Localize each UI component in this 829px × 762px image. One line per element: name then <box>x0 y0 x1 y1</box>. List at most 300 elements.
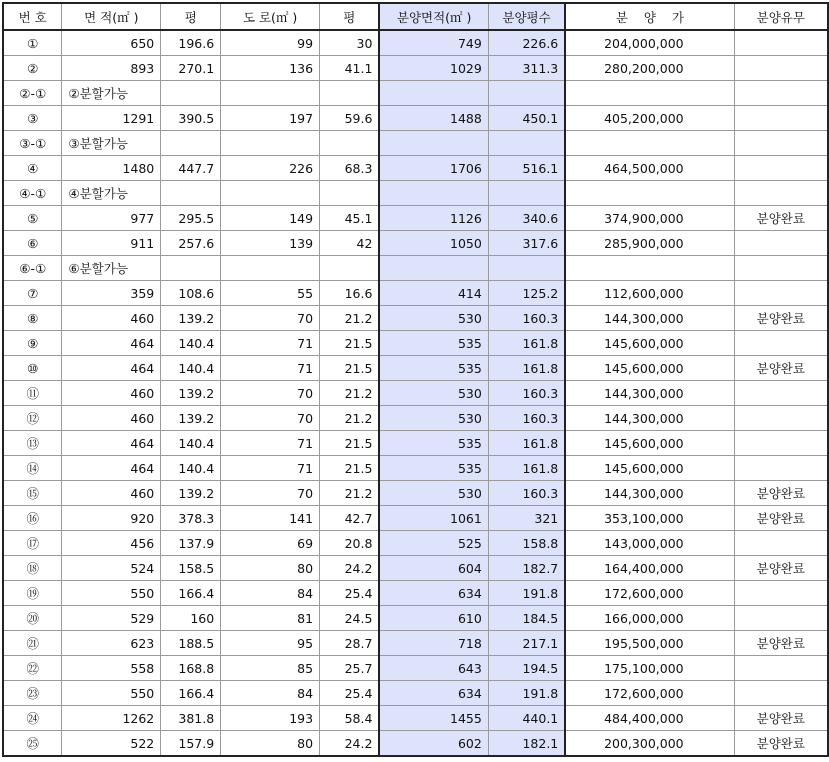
sale-pyeong: 158.8 <box>488 531 565 556</box>
sale-pyeong: 311.3 <box>488 56 565 81</box>
road-pyeong: 21.5 <box>320 431 380 456</box>
empty-cell <box>488 256 565 281</box>
sale-price: 144,300,000 <box>565 481 734 506</box>
sale-price: 144,300,000 <box>565 406 734 431</box>
sale-price: 144,300,000 <box>565 306 734 331</box>
sale-price: 144,300,000 <box>565 381 734 406</box>
empty-cell <box>320 256 380 281</box>
lot-number: ㉕ <box>3 731 62 757</box>
table-row <box>3 656 828 681</box>
area-sqm: 558 <box>62 656 161 681</box>
lot-number: ⑧ <box>3 306 62 331</box>
area-sqm: 1291 <box>62 106 161 131</box>
area-sqm: 650 <box>62 30 161 56</box>
sale-status <box>734 681 828 706</box>
area-sqm: 911 <box>62 231 161 256</box>
sale-status <box>734 581 828 606</box>
empty-cell <box>320 131 380 156</box>
area-sqm: 464 <box>62 456 161 481</box>
sale-price: 145,600,000 <box>565 356 734 381</box>
table-row <box>3 456 828 481</box>
road-sqm: 136 <box>221 56 320 81</box>
road-pyeong: 59.6 <box>320 106 380 131</box>
lot-number: ⑪ <box>3 381 62 406</box>
table-row <box>3 556 828 581</box>
table-row <box>3 381 828 406</box>
sale-area-sqm: 1061 <box>379 506 488 531</box>
lot-number: ⑰ <box>3 531 62 556</box>
sale-area-sqm: 1455 <box>379 706 488 731</box>
table-row <box>3 481 828 506</box>
sale-pyeong: 161.8 <box>488 431 565 456</box>
sale-status: 분양완료 <box>734 481 828 506</box>
area-pyeong: 257.6 <box>161 231 221 256</box>
area-pyeong: 270.1 <box>161 56 221 81</box>
area-pyeong: 140.4 <box>161 456 221 481</box>
road-sqm: 69 <box>221 531 320 556</box>
sale-price: 200,300,000 <box>565 731 734 757</box>
empty-cell <box>734 181 828 206</box>
road-pyeong: 42 <box>320 231 380 256</box>
area-pyeong: 168.8 <box>161 656 221 681</box>
table-body <box>3 30 828 756</box>
table-row <box>3 81 828 106</box>
road-pyeong: 45.1 <box>320 206 380 231</box>
table-row <box>3 30 828 56</box>
sale-pyeong: 191.8 <box>488 681 565 706</box>
area-sqm: 522 <box>62 731 161 757</box>
road-sqm: 84 <box>221 681 320 706</box>
area-sqm: 920 <box>62 506 161 531</box>
road-pyeong: 25.7 <box>320 656 380 681</box>
table-row <box>3 306 828 331</box>
empty-cell <box>320 81 380 106</box>
empty-cell <box>379 131 488 156</box>
sale-status <box>734 381 828 406</box>
split-note: ⑥분할가능 <box>62 256 161 281</box>
sale-area-sqm: 525 <box>379 531 488 556</box>
sale-area-sqm: 535 <box>379 331 488 356</box>
road-sqm: 81 <box>221 606 320 631</box>
area-sqm: 460 <box>62 306 161 331</box>
area-pyeong: 188.5 <box>161 631 221 656</box>
sale-area-sqm: 604 <box>379 556 488 581</box>
empty-cell <box>734 131 828 156</box>
sale-area-sqm: 530 <box>379 481 488 506</box>
sale-area-sqm: 530 <box>379 306 488 331</box>
road-pyeong: 20.8 <box>320 531 380 556</box>
area-pyeong: 140.4 <box>161 431 221 456</box>
lot-number: ⑨ <box>3 331 62 356</box>
lot-number: ③-① <box>3 131 62 156</box>
sale-pyeong: 160.3 <box>488 306 565 331</box>
sale-area-sqm: 1126 <box>379 206 488 231</box>
empty-cell <box>565 131 734 156</box>
sale-status <box>734 30 828 56</box>
sale-area-sqm: 530 <box>379 381 488 406</box>
table-row <box>3 681 828 706</box>
sale-pyeong: 182.1 <box>488 731 565 757</box>
area-sqm: 460 <box>62 481 161 506</box>
sale-price: 112,600,000 <box>565 281 734 306</box>
lot-number: ㉓ <box>3 681 62 706</box>
road-sqm: 71 <box>221 356 320 381</box>
road-sqm: 95 <box>221 631 320 656</box>
area-pyeong: 381.8 <box>161 706 221 731</box>
lot-number: ⑦ <box>3 281 62 306</box>
sale-area-sqm: 610 <box>379 606 488 631</box>
area-pyeong: 140.4 <box>161 356 221 381</box>
table-row <box>3 256 828 281</box>
sale-status <box>734 156 828 181</box>
sale-pyeong: 340.6 <box>488 206 565 231</box>
sale-pyeong: 191.8 <box>488 581 565 606</box>
road-sqm: 70 <box>221 406 320 431</box>
area-sqm: 977 <box>62 206 161 231</box>
road-pyeong: 21.2 <box>320 406 380 431</box>
sale-status <box>734 606 828 631</box>
sale-status <box>734 56 828 81</box>
area-sqm: 464 <box>62 331 161 356</box>
empty-cell <box>161 81 221 106</box>
sale-pyeong: 160.3 <box>488 406 565 431</box>
area-pyeong: 166.4 <box>161 581 221 606</box>
empty-cell <box>565 181 734 206</box>
split-note: ③분할가능 <box>62 131 161 156</box>
lot-number: ②-① <box>3 81 62 106</box>
empty-cell <box>221 256 320 281</box>
sale-price: 195,500,000 <box>565 631 734 656</box>
empty-cell <box>221 81 320 106</box>
area-sqm: 464 <box>62 431 161 456</box>
road-pyeong: 42.7 <box>320 506 380 531</box>
sale-area-sqm: 414 <box>379 281 488 306</box>
empty-cell <box>488 181 565 206</box>
table-row <box>3 281 828 306</box>
lot-number: ⑯ <box>3 506 62 531</box>
sale-status: 분양완료 <box>734 706 828 731</box>
sale-area-sqm: 1050 <box>379 231 488 256</box>
road-sqm: 80 <box>221 556 320 581</box>
area-pyeong: 447.7 <box>161 156 221 181</box>
area-pyeong: 378.3 <box>161 506 221 531</box>
sale-status <box>734 106 828 131</box>
sale-pyeong: 161.8 <box>488 356 565 381</box>
split-note: ②분할가능 <box>62 81 161 106</box>
sale-price: 172,600,000 <box>565 581 734 606</box>
lot-number: ㉔ <box>3 706 62 731</box>
sale-status: 분양완료 <box>734 306 828 331</box>
sale-pyeong: 125.2 <box>488 281 565 306</box>
empty-cell <box>565 81 734 106</box>
road-pyeong: 24.2 <box>320 556 380 581</box>
area-pyeong: 160 <box>161 606 221 631</box>
sale-pyeong: 161.8 <box>488 456 565 481</box>
sale-area-sqm: 535 <box>379 431 488 456</box>
empty-cell <box>320 181 380 206</box>
header-road-pyeong: 평 <box>320 3 380 30</box>
area-pyeong: 108.6 <box>161 281 221 306</box>
sale-pyeong: 450.1 <box>488 106 565 131</box>
area-pyeong: 158.5 <box>161 556 221 581</box>
sale-status <box>734 431 828 456</box>
area-sqm: 460 <box>62 381 161 406</box>
area-sqm: 1480 <box>62 156 161 181</box>
sale-pyeong: 217.1 <box>488 631 565 656</box>
area-pyeong: 137.9 <box>161 531 221 556</box>
empty-cell <box>379 181 488 206</box>
road-sqm: 71 <box>221 456 320 481</box>
header-sale-pyeong: 분양평수 <box>488 3 565 30</box>
header-status: 분양유무 <box>734 3 828 30</box>
empty-cell <box>565 256 734 281</box>
sale-price: 353,100,000 <box>565 506 734 531</box>
road-sqm: 139 <box>221 231 320 256</box>
header-road: 도 로(㎡ ) <box>221 3 320 30</box>
sale-area-sqm: 634 <box>379 581 488 606</box>
lot-number: ① <box>3 30 62 56</box>
area-sqm: 623 <box>62 631 161 656</box>
lot-number: ⑱ <box>3 556 62 581</box>
sale-price: 464,500,000 <box>565 156 734 181</box>
road-pyeong: 58.4 <box>320 706 380 731</box>
sale-price: 145,600,000 <box>565 431 734 456</box>
lot-number: ⑲ <box>3 581 62 606</box>
sale-area-sqm: 634 <box>379 681 488 706</box>
sale-area-sqm: 535 <box>379 456 488 481</box>
sale-status <box>734 231 828 256</box>
header-area: 면 적(㎡ ) <box>62 3 161 30</box>
sale-area-sqm: 718 <box>379 631 488 656</box>
lot-number: ④ <box>3 156 62 181</box>
area-pyeong: 166.4 <box>161 681 221 706</box>
area-pyeong: 140.4 <box>161 331 221 356</box>
road-sqm: 71 <box>221 431 320 456</box>
sale-pyeong: 194.5 <box>488 656 565 681</box>
lot-number: ⑭ <box>3 456 62 481</box>
area-sqm: 524 <box>62 556 161 581</box>
sale-status: 분양완료 <box>734 731 828 757</box>
area-pyeong: 157.9 <box>161 731 221 757</box>
road-pyeong: 25.4 <box>320 681 380 706</box>
road-pyeong: 21.5 <box>320 456 380 481</box>
header-sale-area: 분양면적(㎡ ) <box>379 3 488 30</box>
area-sqm: 550 <box>62 581 161 606</box>
sale-pyeong: 516.1 <box>488 156 565 181</box>
empty-cell <box>161 256 221 281</box>
lot-number: ㉑ <box>3 631 62 656</box>
sale-area-sqm: 1488 <box>379 106 488 131</box>
sale-status: 분양완료 <box>734 356 828 381</box>
sale-status <box>734 281 828 306</box>
road-pyeong: 24.5 <box>320 606 380 631</box>
road-pyeong: 21.5 <box>320 356 380 381</box>
road-sqm: 149 <box>221 206 320 231</box>
sale-status <box>734 456 828 481</box>
lot-number: ⑥-① <box>3 256 62 281</box>
lot-number: ⑫ <box>3 406 62 431</box>
area-pyeong: 196.6 <box>161 30 221 56</box>
sale-area-sqm: 1706 <box>379 156 488 181</box>
road-pyeong: 25.4 <box>320 581 380 606</box>
lot-number: ③ <box>3 106 62 131</box>
empty-cell <box>379 81 488 106</box>
sale-pyeong: 440.1 <box>488 706 565 731</box>
road-pyeong: 28.7 <box>320 631 380 656</box>
sale-price: 145,600,000 <box>565 331 734 356</box>
sale-price: 166,000,000 <box>565 606 734 631</box>
road-sqm: 70 <box>221 381 320 406</box>
empty-cell <box>161 131 221 156</box>
sale-area-sqm: 602 <box>379 731 488 757</box>
sale-status <box>734 406 828 431</box>
sale-price: 172,600,000 <box>565 681 734 706</box>
table-row <box>3 606 828 631</box>
sale-status: 분양완료 <box>734 506 828 531</box>
road-sqm: 84 <box>221 581 320 606</box>
table-row <box>3 506 828 531</box>
road-pyeong: 68.3 <box>320 156 380 181</box>
road-sqm: 193 <box>221 706 320 731</box>
road-sqm: 70 <box>221 481 320 506</box>
sale-status: 분양완료 <box>734 556 828 581</box>
road-pyeong: 21.2 <box>320 306 380 331</box>
lot-number: ⑥ <box>3 231 62 256</box>
table-row <box>3 631 828 656</box>
area-sqm: 460 <box>62 406 161 431</box>
lot-number: ㉒ <box>3 656 62 681</box>
sale-status <box>734 656 828 681</box>
table-row <box>3 131 828 156</box>
sale-pyeong: 161.8 <box>488 331 565 356</box>
lot-number: ⑤ <box>3 206 62 231</box>
road-pyeong: 30 <box>320 30 380 56</box>
table-row <box>3 431 828 456</box>
empty-cell <box>488 131 565 156</box>
header-pyeong: 평 <box>161 3 221 30</box>
sale-price: 143,000,000 <box>565 531 734 556</box>
empty-cell <box>379 256 488 281</box>
empty-cell <box>488 81 565 106</box>
sale-status <box>734 531 828 556</box>
lot-number: ⑮ <box>3 481 62 506</box>
sale-pyeong: 317.6 <box>488 231 565 256</box>
table-row <box>3 231 828 256</box>
table-row <box>3 156 828 181</box>
sale-price: 145,600,000 <box>565 456 734 481</box>
sale-pyeong: 184.5 <box>488 606 565 631</box>
sale-price: 204,000,000 <box>565 30 734 56</box>
split-note: ④분할가능 <box>62 181 161 206</box>
area-sqm: 529 <box>62 606 161 631</box>
sale-status: 분양완료 <box>734 631 828 656</box>
sale-area-sqm: 749 <box>379 30 488 56</box>
table-row <box>3 331 828 356</box>
sale-pyeong: 160.3 <box>488 381 565 406</box>
sale-pyeong: 321 <box>488 506 565 531</box>
sale-price: 280,200,000 <box>565 56 734 81</box>
lot-number: ⑩ <box>3 356 62 381</box>
area-pyeong: 139.2 <box>161 381 221 406</box>
sale-status: 분양완료 <box>734 206 828 231</box>
table-row <box>3 731 828 757</box>
header-row <box>3 3 828 30</box>
header-price: 분 양 가 <box>565 3 734 30</box>
table-row <box>3 56 828 81</box>
empty-cell <box>734 256 828 281</box>
road-sqm: 80 <box>221 731 320 757</box>
road-pyeong: 41.1 <box>320 56 380 81</box>
road-sqm: 197 <box>221 106 320 131</box>
lot-number: ⑳ <box>3 606 62 631</box>
empty-cell <box>221 131 320 156</box>
sale-area-sqm: 643 <box>379 656 488 681</box>
road-pyeong: 21.2 <box>320 481 380 506</box>
area-sqm: 464 <box>62 356 161 381</box>
lot-sales-table-container <box>2 2 829 757</box>
area-pyeong: 139.2 <box>161 406 221 431</box>
table-row <box>3 206 828 231</box>
table-row <box>3 106 828 131</box>
road-pyeong: 24.2 <box>320 731 380 757</box>
sale-status <box>734 331 828 356</box>
area-pyeong: 139.2 <box>161 481 221 506</box>
empty-cell <box>221 181 320 206</box>
sale-pyeong: 182.7 <box>488 556 565 581</box>
area-sqm: 1262 <box>62 706 161 731</box>
lot-number: ② <box>3 56 62 81</box>
lot-sales-table <box>2 2 829 757</box>
header-no: 번 호 <box>3 3 62 30</box>
table-row <box>3 406 828 431</box>
road-pyeong: 21.2 <box>320 381 380 406</box>
table-row <box>3 581 828 606</box>
table-row <box>3 531 828 556</box>
road-pyeong: 21.5 <box>320 331 380 356</box>
road-sqm: 226 <box>221 156 320 181</box>
lot-number: ④-① <box>3 181 62 206</box>
table-row <box>3 181 828 206</box>
area-pyeong: 139.2 <box>161 306 221 331</box>
area-pyeong: 295.5 <box>161 206 221 231</box>
road-sqm: 85 <box>221 656 320 681</box>
lot-number: ⑬ <box>3 431 62 456</box>
sale-price: 405,200,000 <box>565 106 734 131</box>
road-sqm: 141 <box>221 506 320 531</box>
sale-price: 484,400,000 <box>565 706 734 731</box>
area-sqm: 456 <box>62 531 161 556</box>
table-row <box>3 706 828 731</box>
sale-area-sqm: 535 <box>379 356 488 381</box>
empty-cell <box>161 181 221 206</box>
sale-price: 374,900,000 <box>565 206 734 231</box>
sale-price: 164,400,000 <box>565 556 734 581</box>
road-sqm: 55 <box>221 281 320 306</box>
empty-cell <box>734 81 828 106</box>
road-sqm: 71 <box>221 331 320 356</box>
sale-price: 175,100,000 <box>565 656 734 681</box>
sale-pyeong: 160.3 <box>488 481 565 506</box>
road-sqm: 70 <box>221 306 320 331</box>
sale-pyeong: 226.6 <box>488 30 565 56</box>
area-pyeong: 390.5 <box>161 106 221 131</box>
road-pyeong: 16.6 <box>320 281 380 306</box>
sale-price: 285,900,000 <box>565 231 734 256</box>
sale-area-sqm: 1029 <box>379 56 488 81</box>
area-sqm: 359 <box>62 281 161 306</box>
road-sqm: 99 <box>221 30 320 56</box>
table-row <box>3 356 828 381</box>
